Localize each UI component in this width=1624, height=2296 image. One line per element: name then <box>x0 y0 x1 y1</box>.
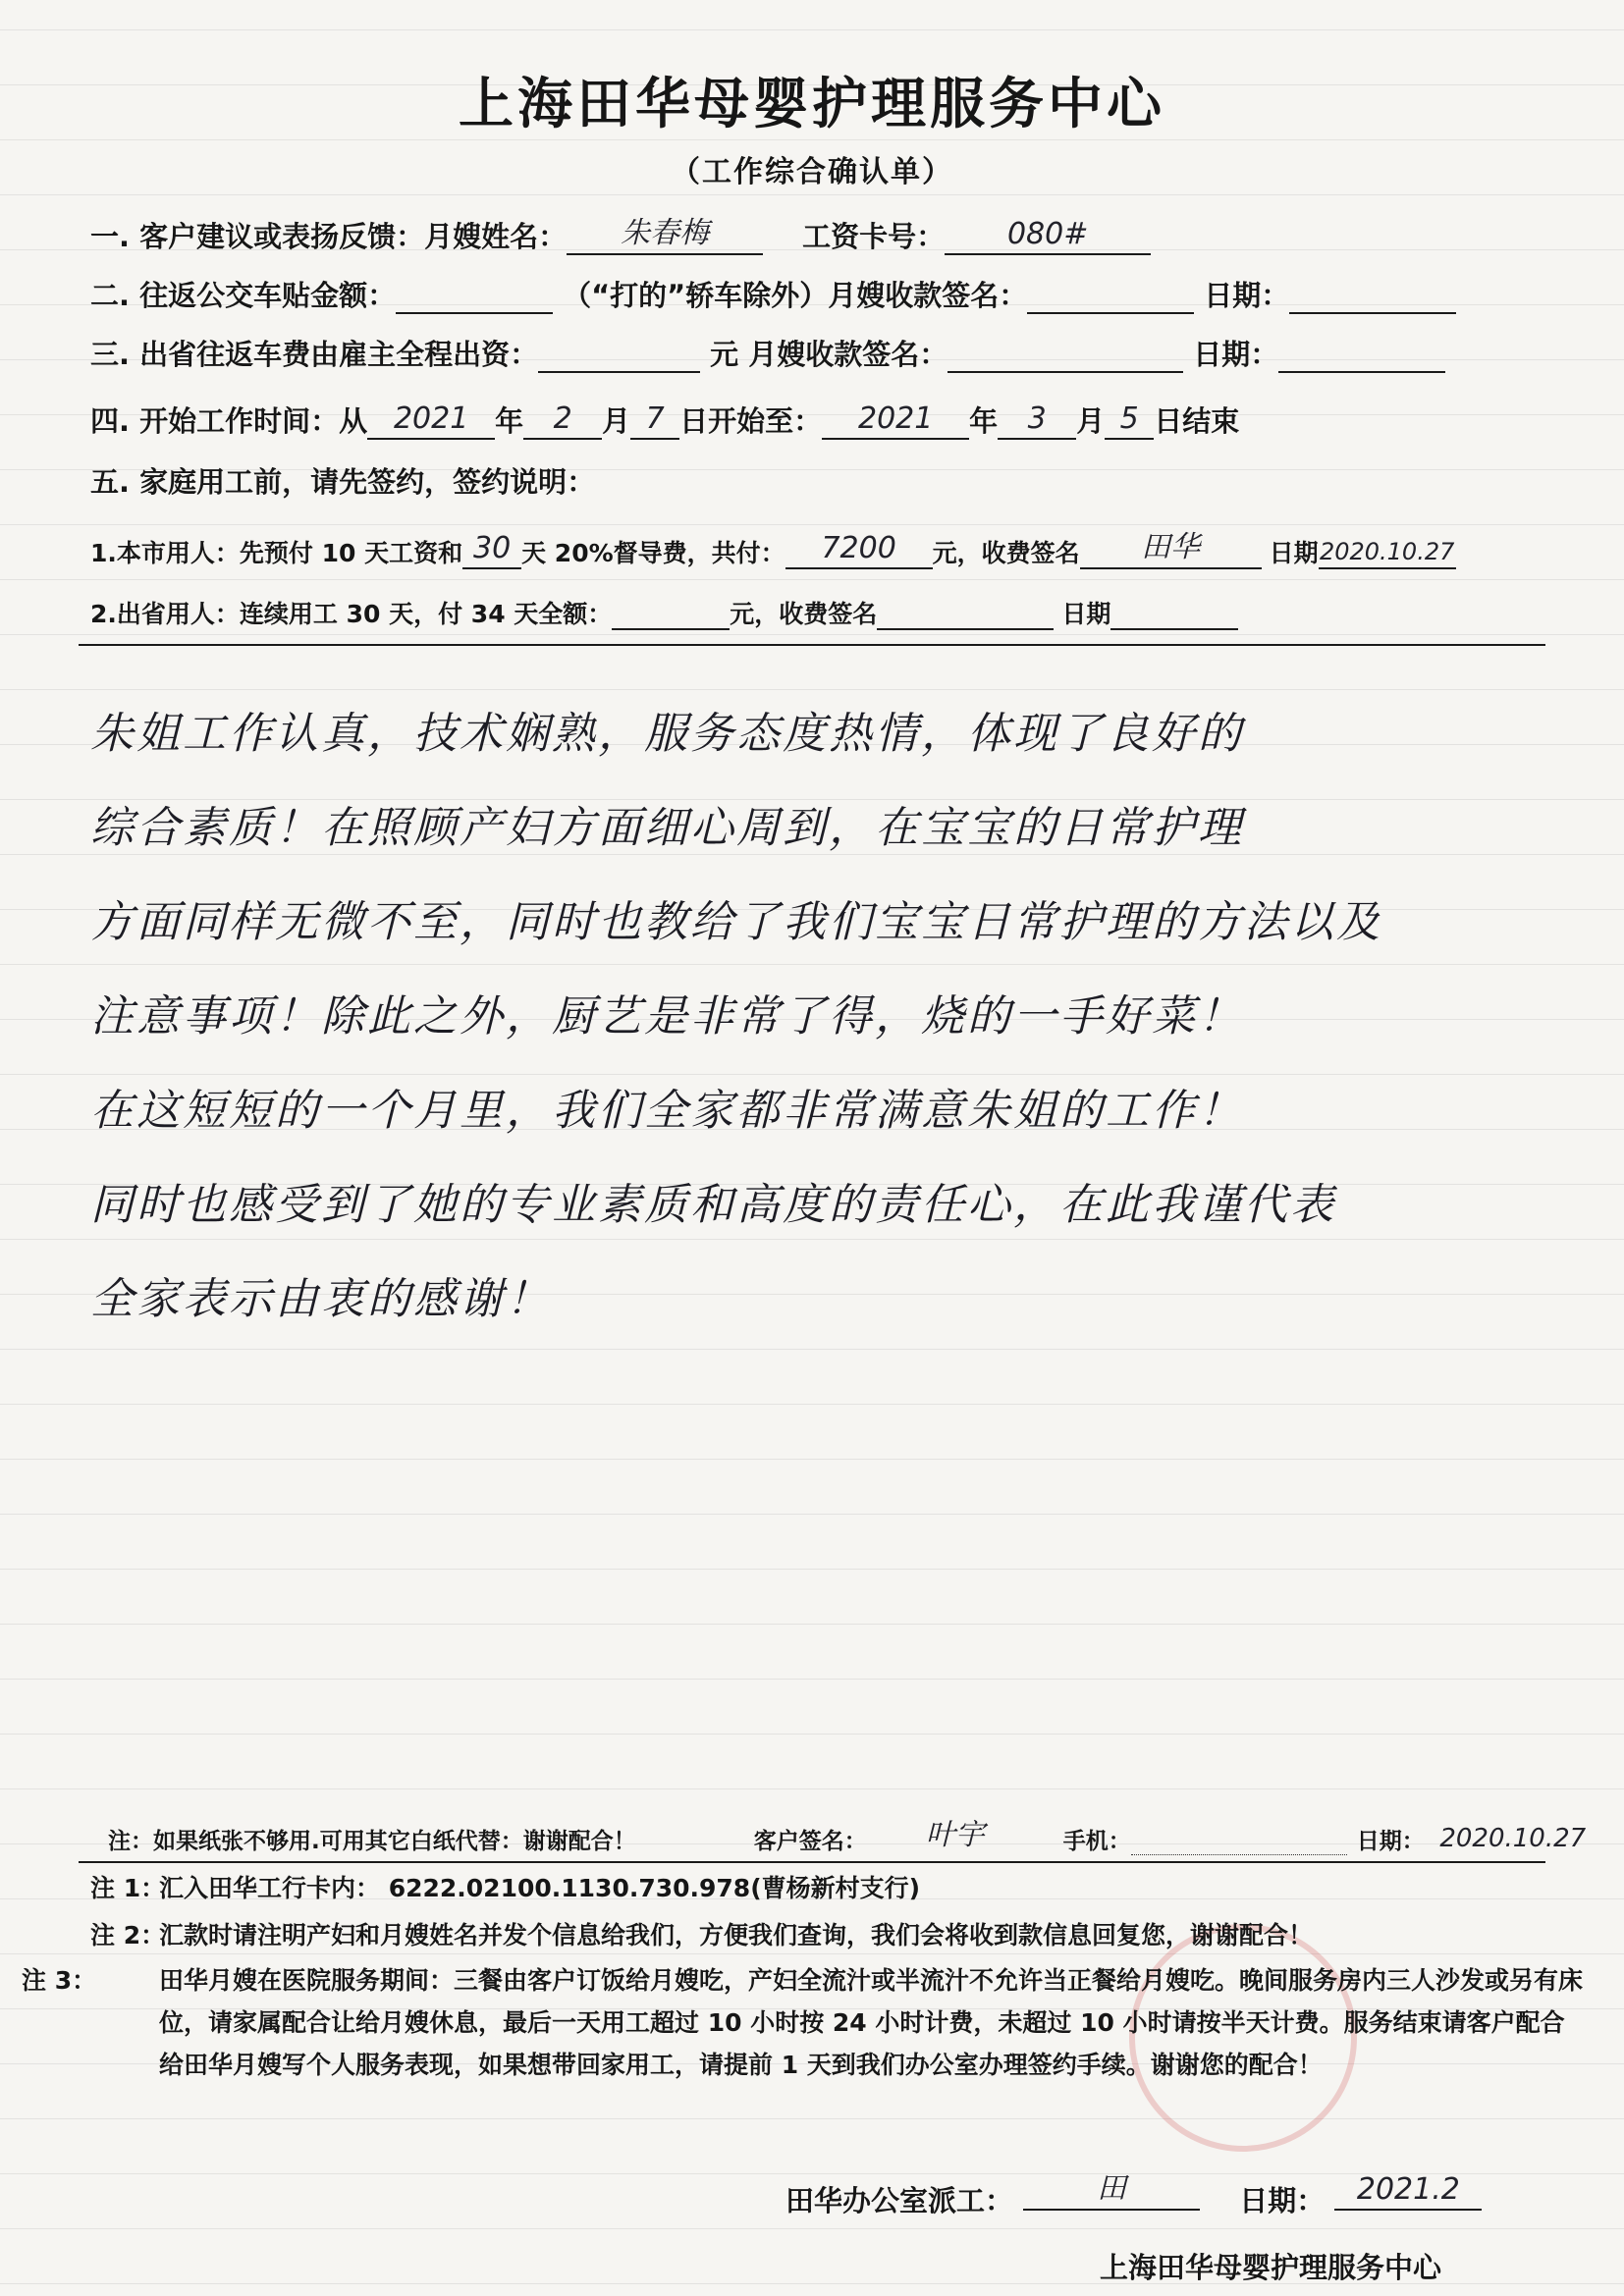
start-year-field[interactable] <box>367 400 495 440</box>
section-5-row <box>90 454 595 501</box>
item-1-date-field[interactable] <box>1319 534 1456 569</box>
phone-label: 手机： <box>1062 1829 1131 1854</box>
dispatch-label: 田华办公室派工： <box>785 2184 1014 2217</box>
item-2-text: 2.出省用人：连续用工 30 天，付 34 天全额： <box>90 600 613 628</box>
start-day-handwritten: 7 <box>645 401 665 436</box>
dispatch-signature-handwritten: 田 <box>1097 2171 1127 2206</box>
signoff-date-label: 日期： <box>1356 1829 1425 1854</box>
end-suffix-label: 日结束 <box>1154 404 1240 438</box>
signoff-date-handwritten: 2020.10.27 <box>1439 1824 1587 1853</box>
nanny-name-field[interactable] <box>567 216 763 255</box>
section-1-label: 一. 客户建议或表扬反馈：月嫂姓名： <box>90 220 568 253</box>
feedback-line: 综合素质！在照顾产妇方面细心周到，在宝宝的日常护理 <box>90 803 1244 853</box>
section-3-signature-field[interactable] <box>947 334 1183 373</box>
nanny-name-handwritten: 朱春梅 <box>621 216 710 250</box>
feedback-line: 全家表示由衷的感谢！ <box>90 1274 552 1324</box>
client-signature-field[interactable] <box>867 1818 1044 1855</box>
start-suffix-label: 日开始至： <box>679 404 823 438</box>
dispatch-date-field[interactable] <box>1334 2171 1482 2211</box>
note-1 <box>90 1869 920 1904</box>
page-title: 上海田华母婴护理服务中心 <box>459 73 1165 136</box>
start-day-field[interactable] <box>630 400 679 440</box>
dispatch-date-handwritten: 2021.2 <box>1356 2172 1460 2207</box>
footer-company-name: 上海田华母婴护理服务中心 <box>1100 2251 1442 2284</box>
section-2-date-field[interactable] <box>1289 275 1456 314</box>
item-1-text-3: 元，收费签名 <box>932 539 1080 567</box>
feedback-handwritten-area[interactable] <box>90 687 1543 1347</box>
item-2-date-label: 日期 <box>1061 600 1111 628</box>
end-year-field[interactable] <box>822 400 969 440</box>
client-signature-handwritten: 叶宇 <box>925 1818 985 1852</box>
paper-note: 注：如果纸张不够用.可用其它白纸代替：谢谢配合！ <box>108 1829 636 1854</box>
end-day-handwritten: 5 <box>1119 401 1139 436</box>
note-1-label: 注 1： <box>90 1874 166 1902</box>
item-1-text-2: 天 20%督导费，共付： <box>521 539 785 567</box>
dispatch-date-label: 日期： <box>1239 2184 1326 2217</box>
start-month-label: 月 <box>602 404 631 438</box>
note-2 <box>90 1916 1313 1951</box>
phone-field[interactable] <box>1131 1821 1347 1855</box>
note-2-text: 汇款时请注明产妇和月嫂姓名并发个信息给我们，方便我们查询，我们会将收到款信息回复您，谢谢配合！ <box>159 1921 1314 1949</box>
feedback-line: 注意事项！除此之外，厨艺是非常了得，烧的一手好菜！ <box>90 991 1244 1041</box>
signoff-row <box>108 1814 1601 1855</box>
nanny-receipt-signature-field[interactable] <box>1027 275 1194 314</box>
travel-fare-field[interactable] <box>538 334 700 373</box>
item-2-amount-field[interactable] <box>612 595 730 630</box>
end-year-label: 年 <box>969 404 999 438</box>
item-1-amount-handwritten: 7200 <box>821 531 896 565</box>
section-5-label: 五. 家庭用工前，请先签约，签约说明： <box>90 465 596 499</box>
item-2-yuan-label: 元，收费签名 <box>730 600 878 628</box>
section-4-label: 四. 开始工作时间：从 <box>90 404 368 438</box>
note-3-label: 注 3： <box>22 1966 97 1995</box>
item-1-signature-field[interactable] <box>1080 530 1262 569</box>
section-2-row <box>90 267 1456 314</box>
section-2-note: （“打的”轿车除外）月嫂收款签名： <box>563 279 1028 312</box>
item-1-date-label: 日期 <box>1269 539 1319 567</box>
end-month-label: 月 <box>1076 404 1106 438</box>
item-1-amount-field[interactable] <box>785 531 933 569</box>
signoff-date-field[interactable] <box>1425 1822 1601 1855</box>
end-month-handwritten: 3 <box>1027 401 1047 436</box>
feedback-line: 朱姐工作认真，技术娴熟，服务态度热情，体现了良好的 <box>90 709 1244 759</box>
section-3-date-label: 日期： <box>1193 338 1279 371</box>
page-subtitle: （工作综合确认单） <box>671 155 953 189</box>
dispatch-signature-field[interactable] <box>1023 2171 1200 2211</box>
item-1-days-handwritten: 30 <box>473 531 512 565</box>
end-month-field[interactable] <box>998 400 1076 440</box>
section-4-row <box>90 393 1239 440</box>
card-number-handwritten: 080# <box>1006 217 1089 251</box>
item-2-date-field[interactable] <box>1110 595 1238 630</box>
section-2-label: 二. 往返公交车贴金额： <box>90 279 397 312</box>
item-1-text: 1.本市用人：先预付 10 天工资和 <box>90 539 463 567</box>
section-2-date-label: 日期： <box>1204 279 1290 312</box>
section-3-yuan-label: 元 月嫂收款签名： <box>710 338 948 371</box>
start-month-field[interactable] <box>523 400 602 440</box>
item-2-row <box>90 589 1238 630</box>
start-month-handwritten: 2 <box>553 401 572 436</box>
start-year-handwritten: 2021 <box>393 401 469 436</box>
dispatch-row <box>785 2171 1482 2219</box>
feedback-line: 同时也感受到了她的专业素质和高度的责任心，在此我谨代表 <box>90 1180 1336 1230</box>
feedback-line: 在这短短的一个月里，我们全家都非常满意朱姐的工作！ <box>90 1086 1244 1136</box>
end-year-handwritten: 2021 <box>857 401 934 436</box>
note-2-label: 注 2： <box>90 1921 166 1949</box>
start-year-label: 年 <box>495 404 524 438</box>
card-number-field[interactable] <box>945 216 1151 255</box>
note-1-text: 汇入田华工行卡内： 6222.02100.1130.730.978(曹杨新村支行) <box>159 1874 921 1902</box>
item-1-row <box>90 528 1456 569</box>
feedback-line: 方面同样无微不至，同时也教给了我们宝宝日常护理的方法以及 <box>90 897 1382 947</box>
note-3-text: 田华月嫂在医院服务期间：三餐由客户订饭给月嫂吃，产妇全流汁或半流汁不允许当正餐给月嫂吃。晚间服务房内三人沙发或另有床位，请家属配合让给月嫂休息，最后一天用工超过 10 小时按 24 小时计费，未超过 10 小时请按半天计费。服务结束请客户配合给田华月嫂写个人服务表现，如果想带回家用工，请提前 1 天到我们办公室办理签约手续。谢谢您的配合！ <box>159 1966 1584 2079</box>
section-3-label: 三. 出省往返车费由雇主全程出资： <box>90 338 539 371</box>
feedback-top-divider <box>79 644 1545 646</box>
end-day-field[interactable] <box>1105 400 1154 440</box>
bus-subsidy-field[interactable] <box>396 275 553 314</box>
item-1-date-handwritten: 2020.10.27 <box>1319 538 1455 565</box>
note-3 <box>22 1959 1584 2086</box>
item-1-days-field[interactable] <box>462 531 521 569</box>
section-3-date-field[interactable] <box>1278 334 1445 373</box>
section-3-row <box>90 326 1445 373</box>
card-number-label: 工资卡号： <box>802 220 946 253</box>
notes-top-divider <box>79 1861 1545 1863</box>
item-1-signature-handwritten: 田华 <box>1141 530 1201 564</box>
client-signature-label: 客户签名： <box>753 1829 867 1854</box>
item-2-signature-field[interactable] <box>877 595 1054 630</box>
section-1-row <box>90 208 1151 255</box>
